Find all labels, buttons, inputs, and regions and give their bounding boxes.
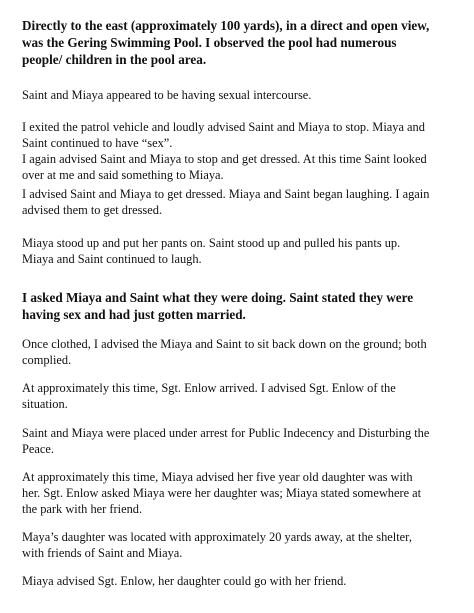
paragraph-daughter-with: At approximately this time, Miaya advised her five year old daughter was with her. Sgt. Enlow asked Miaya were her daughter was; Miaya stated somewhere at the park with her friend.: [22, 470, 422, 516]
paragraph-daughter-located: Maya’s daughter was located with approximately 20 yards away, at the shelter, with friends of Saint and Miaya.: [22, 530, 412, 560]
paragraph-get-dressed: I advised Saint and Miaya to get dressed. Miaya and Saint began laughing. I again advised them to get dressed.: [22, 187, 430, 217]
paragraph-daughter-go: Miaya advised Sgt. Enlow, her daughter could go with her friend.: [22, 574, 347, 588]
paragraph-pool-view: Directly to the east (approximately 100 yards), in a direct and open view, was the Gering Swimming Pool. I observed the pool had numerous people/ children in the pool area.: [22, 18, 430, 67]
paragraph-sgt-arrived: At approximately this time, Sgt. Enlow arrived. I advised Sgt. Enlow of the situation.: [22, 381, 396, 411]
paragraph-sit-down: Once clothed, I advised the Miaya and Saint to sit back down on the ground; both complied.: [22, 337, 427, 367]
paragraph-arrest: Saint and Miaya were placed under arrest for Public Indecency and Disturbing the Peace.: [22, 426, 430, 456]
paragraph-intercourse: Saint and Miaya appeared to be having sexual intercourse.: [22, 88, 312, 102]
paragraph-advised-stop: I exited the patrol vehicle and loudly advised Saint and Miaya to stop. Miaya and Saint continued to have “sex”. I again advised Saint and Miaya to stop and get dressed. At this time Saint looked over at me and said something to Miaya.: [22, 120, 427, 182]
paragraph-pants-on: Miaya stood up and put her pants on. Saint stood up and pulled his pants up. Miaya and Saint continued to laugh.: [22, 236, 401, 266]
paragraph-asked-what-doing: I asked Miaya and Saint what they were doing. Saint stated they were having sex and had just gotten married.: [22, 290, 414, 322]
